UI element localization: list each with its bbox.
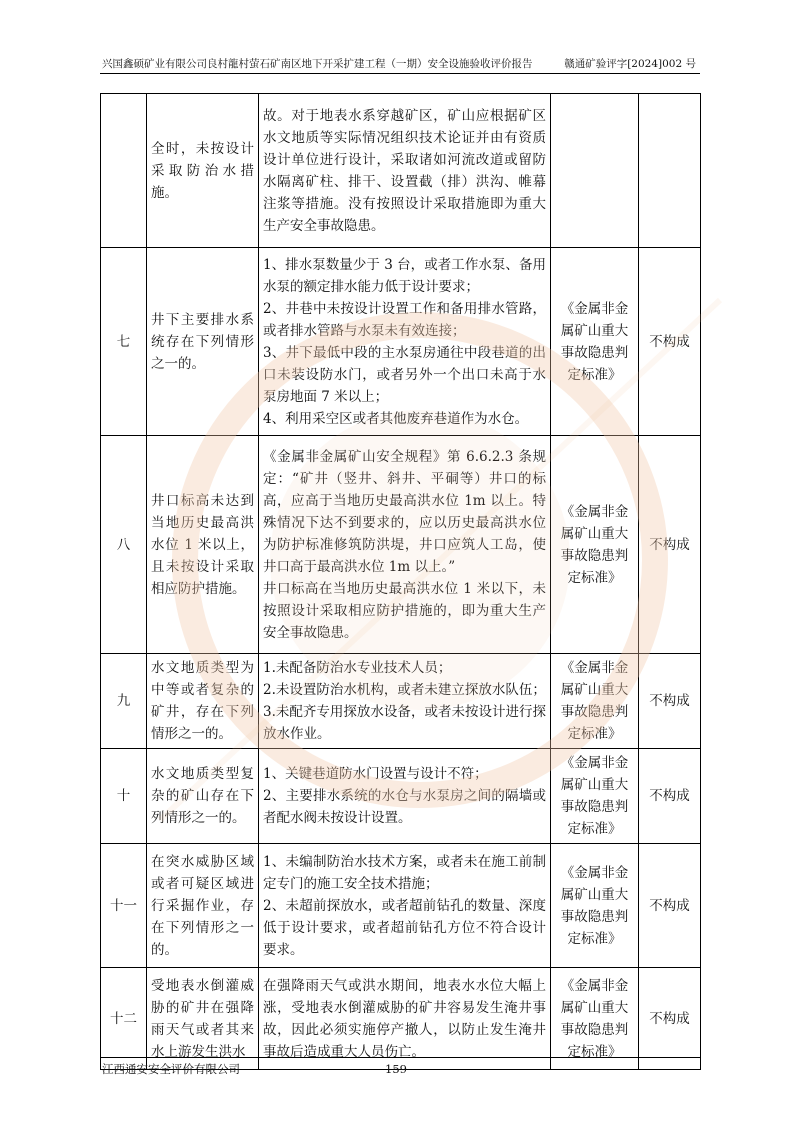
footer-company: 江西通安安全评价有限公司 bbox=[102, 1062, 240, 1076]
row-basis: 《金属非金属矿山重大事故隐患判定标准》 bbox=[551, 436, 639, 654]
row-number: 十 bbox=[101, 749, 147, 844]
table-row bbox=[101, 968, 701, 1070]
row-result: 不构成 bbox=[639, 749, 701, 844]
row-number: 八 bbox=[101, 436, 147, 654]
row-condition: 在突水威胁区域或者可疑区域进行采掘作业，存在下列情形之一的。 bbox=[147, 844, 259, 968]
description-line: 在强降雨天气或洪水期间，地表水水位大幅上涨，受地表水倒灌威胁的矿井容易发生淹井事故，因此必须实施停产撤人，以防止发生淹井事故后造成重大人员伤亡。 bbox=[263, 977, 546, 1060]
row-description bbox=[259, 654, 551, 749]
document-number: 赣通矿验评字[2024]002 号 bbox=[564, 58, 696, 70]
row-number: 十二 bbox=[101, 968, 147, 1070]
row-condition: 井口标高未达到当地历史最高洪水位 1 米以上，且未按设计采取相应防护措施。 bbox=[147, 436, 259, 654]
row-number: 七 bbox=[101, 248, 147, 436]
page-footer bbox=[100, 1057, 700, 1076]
row-description bbox=[259, 94, 551, 248]
page-header bbox=[100, 55, 700, 74]
description-line: 2、井巷中未按设计设置工作和备用排水管路，或者排水管路与水泵未有效连接； bbox=[263, 300, 546, 339]
row-condition: 水文地质类型为中等或者复杂的矿井，存在下列情形之一的。 bbox=[147, 654, 259, 749]
table-row bbox=[101, 654, 701, 749]
description-line: 2、主要排水系统的水仓与水泵房之间的隔墙或者配水阀未按设计设置。 bbox=[263, 788, 546, 826]
row-description bbox=[259, 844, 551, 968]
description-line: 1.未配备防治水专业技术人员； bbox=[263, 660, 452, 676]
description-line: 3、井下最低中段的主水泵房通往中段巷道的出口未装设防水门，或者另外一个出口未高于水泵房地面 7 米以上； bbox=[263, 344, 546, 405]
description-line: 《金属非金属矿山安全规程》第 6.6.2.3 条规定：“矿井（竖井、斜井、平硐等）井口的标高，应高于当地历史最高洪水位 1m 以上。特殊情况下达不到要求的，应以历史最高洪水位为防护标准修筑防洪堤，井口应筑人工岛，使井口高于最高洪水位 1m 以上。” bbox=[263, 448, 546, 575]
row-basis bbox=[551, 94, 639, 248]
description-line: 2、未超前探放水，或者超前钻孔的数量、深度低于设计要求，或者超前钻孔方位不符合设计要求。 bbox=[263, 897, 546, 958]
description-line: 1、关键巷道防水门设置与设计不符； bbox=[263, 766, 488, 782]
row-result: 不构成 bbox=[639, 436, 701, 654]
table-row bbox=[101, 94, 701, 248]
table-row bbox=[101, 436, 701, 654]
row-result: 不构成 bbox=[639, 654, 701, 749]
row-description bbox=[259, 968, 551, 1070]
row-result bbox=[639, 94, 701, 248]
row-basis: 《金属非金属矿山重大事故隐患判定标准》 bbox=[551, 968, 639, 1070]
report-title: 兴国鑫硕矿业有限公司良村龍村萤石矿南区地下开采扩建工程（一期）安全设施验收评价报告 bbox=[102, 58, 533, 70]
row-number bbox=[101, 94, 147, 248]
row-condition: 井下主要排水系统存在下列情形之一的。 bbox=[147, 248, 259, 436]
page-number: 159 bbox=[385, 1062, 407, 1076]
row-description bbox=[259, 436, 551, 654]
row-basis: 《金属非金属矿山重大事故隐患判定标准》 bbox=[551, 654, 639, 749]
row-basis: 《金属非金属矿山重大事故隐患判定标准》 bbox=[551, 844, 639, 968]
row-result: 不构成 bbox=[639, 844, 701, 968]
description-line: 1、排水泵数量少于 3 台，或者工作水泵、备用水泵的额定排水能力低于设计要求； bbox=[263, 256, 546, 295]
table-row bbox=[101, 844, 701, 968]
table-row bbox=[101, 749, 701, 844]
hazard-table bbox=[100, 93, 701, 1070]
row-condition: 受地表水倒灌威胁的矿井在强降雨天气或者其来水上游发生洪水 bbox=[147, 968, 259, 1070]
table-row bbox=[101, 248, 701, 436]
row-description bbox=[259, 749, 551, 844]
row-description bbox=[259, 248, 551, 436]
row-condition: 水文地质类型复杂的矿山存在下列情形之一的。 bbox=[147, 749, 259, 844]
description-line: 4、利用采空区或者其他废弃巷道作为水仓。 bbox=[263, 410, 529, 427]
description-line: 2.未设置防治水机构，或者未建立探放水队伍； bbox=[263, 682, 546, 698]
description-line: 3.未配齐专用探放水设备，或者未按设计进行探放水作业。 bbox=[263, 704, 546, 742]
row-basis: 《金属非金属矿山重大事故隐患判定标准》 bbox=[551, 248, 639, 436]
row-result: 不构成 bbox=[639, 968, 701, 1070]
row-number: 九 bbox=[101, 654, 147, 749]
row-result: 不构成 bbox=[639, 248, 701, 436]
description-line: 1、未编制防治水技术方案，或者未在施工前制定专门的施工安全技术措施； bbox=[263, 853, 546, 892]
row-condition: 全时，未按设计采取防治水措施。 bbox=[147, 94, 259, 248]
row-basis: 《金属非金属矿山重大事故隐患判定标准》 bbox=[551, 749, 639, 844]
description-line: 故。对于地表水系穿越矿区，矿山应根据矿区水文地质等实际情况组织技术论证并由有资质设计单位进行设计，采取诸如河流改道或留防水隔离矿柱、排干、设置截（排）洪沟、帷幕注浆等措施。没有按照设计采取措施即为重大生产安全事故隐患。 bbox=[263, 107, 546, 234]
row-number: 十一 bbox=[101, 844, 147, 968]
description-line: 井口标高在当地历史最高洪水位 1 米以下，未按照设计采取相应防护措施的，即为重大生产安全事故隐患。 bbox=[263, 580, 546, 641]
